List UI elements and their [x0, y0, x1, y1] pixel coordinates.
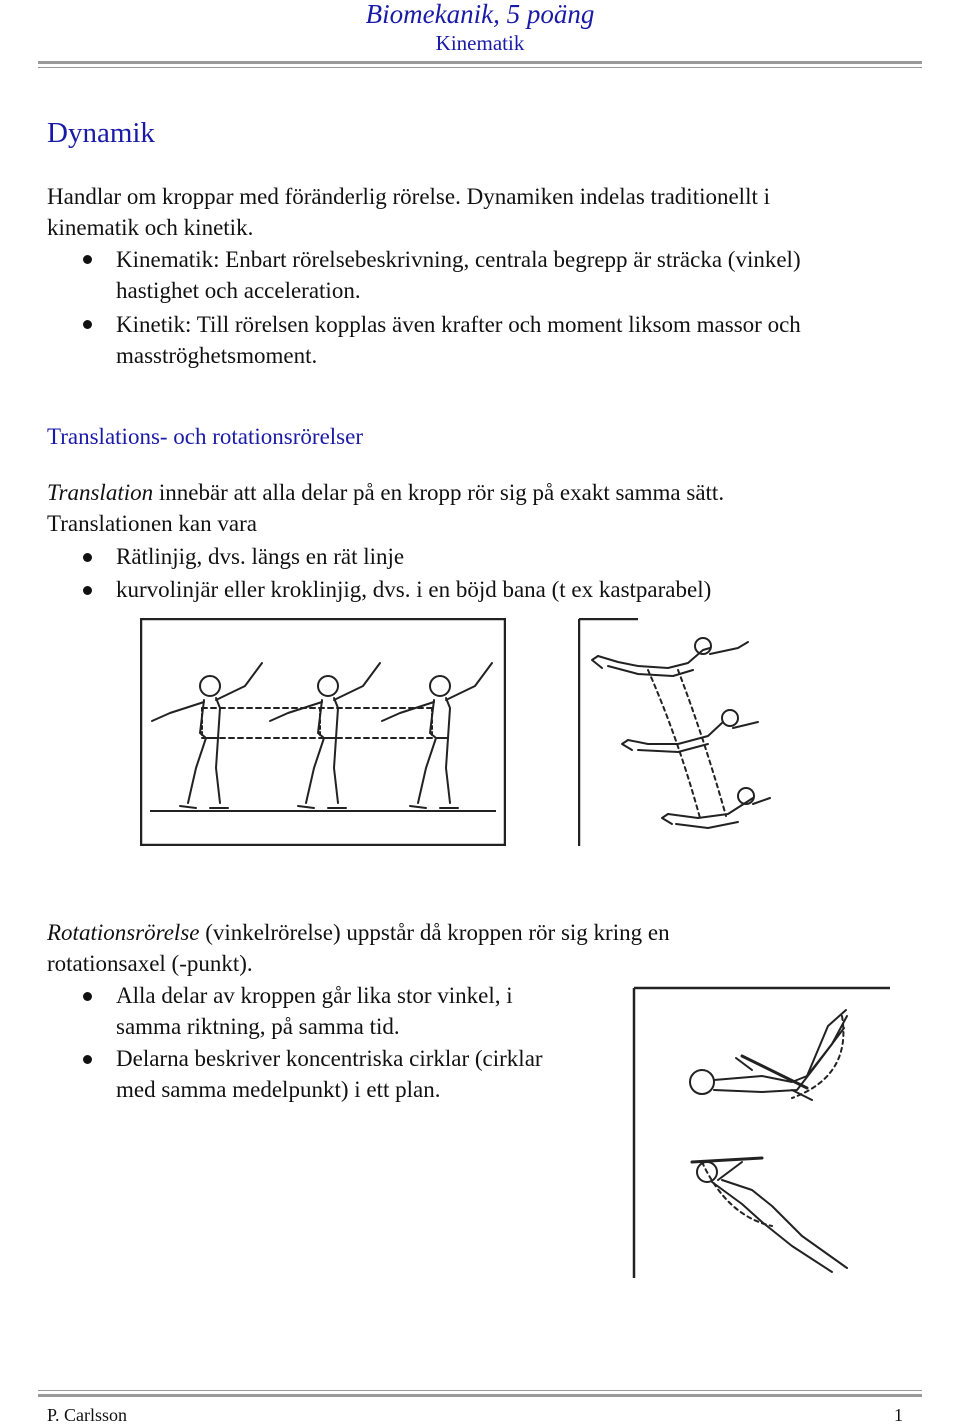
bullet-kinetik-line-2: masströghetsmoment. [116, 343, 318, 368]
bullet-rotation-1-line-2: samma riktning, på samma tid. [116, 1014, 400, 1039]
bullet-dot [83, 255, 92, 264]
bullet-curvilinear: kurvolinjär eller kroklinjig, dvs. i en böjd bana (t ex kastparabel) [116, 577, 712, 602]
translation-definition [47, 477, 724, 508]
footer-author: P. Carlsson [47, 1405, 128, 1425]
skater-linear-translation-figure [140, 618, 506, 846]
rotation-term: Rotationsrörelse [47, 920, 200, 945]
footer-page-number: 1 [894, 1405, 903, 1425]
header-rule-thin [38, 67, 922, 68]
header-rule [38, 61, 922, 64]
bullet-linear: Rätlinjig, dvs. längs en rät linje [116, 544, 405, 569]
bullet-dot [83, 553, 92, 562]
footer-rule [38, 1394, 922, 1397]
bullet-dot [83, 586, 92, 595]
bullet-rotation-2-line-2: med samma medelpunkt) i ett plan. [116, 1077, 441, 1102]
bullet-rotation-1-line-1: Alla delar av kroppen går lika stor vinkel, i [116, 983, 513, 1008]
bullet-dot [83, 320, 92, 329]
bullet-dot [83, 1055, 92, 1064]
document-title: Biomekanik, 5 poäng [365, 0, 595, 29]
translation-term: Translation [47, 480, 154, 505]
footer-rule-thin [38, 1390, 922, 1391]
translation-definition-rest: innebär att alla delar på en kropp rör sig på exakt samma sätt. [153, 480, 725, 505]
rotation-definition [47, 917, 670, 948]
diver-curvilinear-translation-figure [578, 618, 774, 848]
subsection-heading: Translations- och rotationsrörelser [47, 424, 363, 449]
intro-line-1: Handlar om kroppar med föränderlig rörelse. Dynamiken indelas traditionellt i [47, 184, 770, 209]
document-subtitle: Kinematik [435, 31, 525, 55]
bullet-dot [83, 992, 92, 1001]
rotation-definition-rest: (vinkelrörelse) uppstår då kroppen rör sig kring en [199, 920, 670, 945]
bullet-rotation-2-line-1: Delarna beskriver koncentriska cirklar (cirklar [116, 1046, 543, 1071]
bullet-kinetik-line-1: Kinetik: Till rörelsen kopplas även krafter och moment liksom massor och [116, 312, 801, 337]
translation-line-2: Translationen kan vara [47, 511, 257, 536]
section-heading: Dynamik [47, 117, 155, 149]
bullet-kinematik-line-1: Kinematik: Enbart rörelsebeskrivning, centrala begrepp är sträcka (vinkel) [116, 247, 801, 272]
intro-line-2: kinematik och kinetik. [47, 215, 254, 240]
rotation-line-2: rotationsaxel (-punkt). [47, 951, 253, 976]
gymnast-rotation-figure [632, 986, 892, 1282]
bullet-kinematik-line-2: hastighet och acceleration. [116, 278, 361, 303]
